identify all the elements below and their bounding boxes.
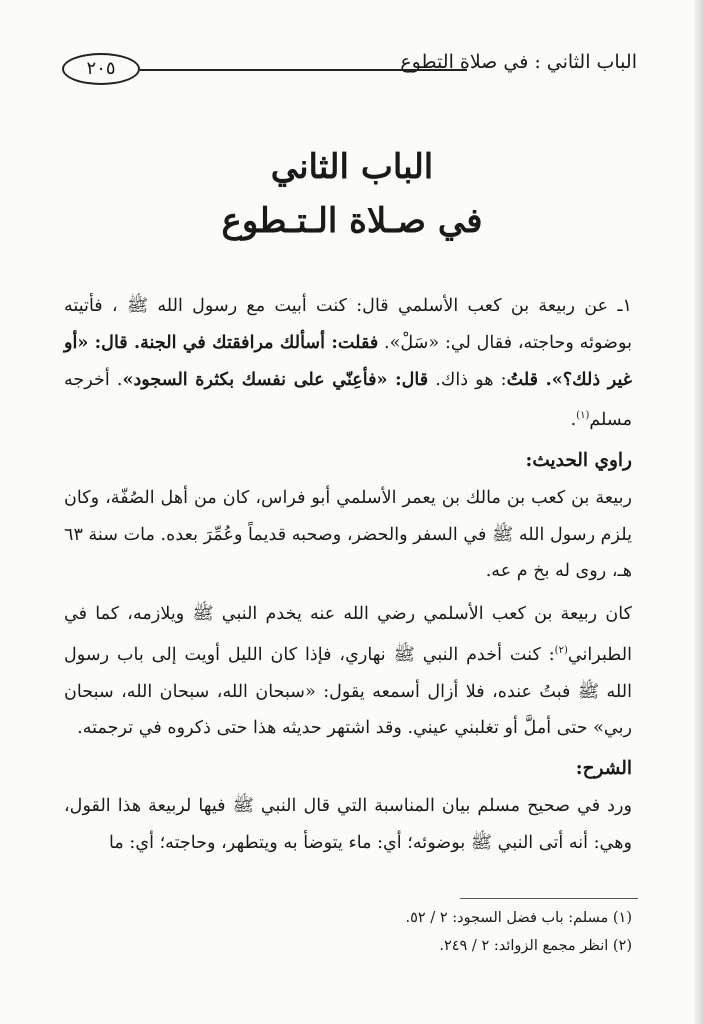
chapter-title: الباب الثاني <box>270 147 434 187</box>
footnote-ref-1: (١) <box>576 410 590 422</box>
sharh-heading: الشرح: <box>575 758 632 780</box>
running-title: الباب الثاني : في صلاة التطوع <box>400 51 637 73</box>
sharh-paragraph: ورد في صحيح مسلم بيان المناسبة التي قال النبي ﷺ فيها لربيعة هذا القول، وهي: أنه أتى النبي ﷺ بوضوئه؛ أي: ماء يتوضأ به ويتطهر، وحاجته؛ أي: ما <box>64 796 632 853</box>
page-number: ٢٠٥ <box>62 53 140 85</box>
footnote-1: (١) مسلم: باب فضل السجود: ٢ / ٥٢. <box>405 910 632 926</box>
hadith-period: . <box>570 410 577 431</box>
hadith-bold-1: فقلت: أسألك مرافقتك في الجنة. قال: «أو غير ذلك؟». قلتُ <box>64 331 633 390</box>
hadith-text-3: . أخرجه مسلم <box>64 369 632 431</box>
narrator-text-a: كان ربيعة بن كعب الأسلمي رضي الله عنه يخدم النبي ﷺ ويلازمه، كما في الطبراني <box>64 604 632 665</box>
narrator-heading: راوي الحديث: <box>525 450 632 472</box>
hadith-text-2: : هو ذاك. <box>428 369 507 390</box>
narrator-paragraph-2 <box>64 596 632 747</box>
hadith-text-1: ١ـ عن ربيعة بن كعب الأسلمي قال: كنت أبيت مع رسول الله ﷺ ، فأتيته بوضوئه وحاجته، فقال لي: «سَلْ». <box>64 296 632 353</box>
running-header <box>62 47 637 87</box>
chapter-subtitle: في صـلاة الـتـطوع <box>221 201 483 241</box>
narrator-text-b: : كنت أخدم النبي ﷺ نهاري، فإذا كان الليل أويت إلى باب رسول الله ﷺ فبتُ عنده، فلا أزال أسمعه يقول: «سبحان الله، سبحان الله، سبحان ربي» حتى أملَّ أو تغلبني عيني. وقد اشتهر حديثه هذا حتى ذكروه في ترجمته. <box>64 644 632 739</box>
hadith-bold-2: قال: «فأعِنّي على نفسك بكثرة السجود» <box>122 368 429 390</box>
footnote-2: (٢) انظر مجمع الزوائد: ٢ / ٢٤٩. <box>439 938 632 954</box>
narrator-paragraph-1: ربيعة بن كعب بن مالك بن يعمر الأسلمي أبو فراس، كان من أهل الصُفّة، وكان يلزم رسول الله ﷺ في السفر والحضر، وصحبه قديماً وعُمِّرَ بعده. مات سنة ٦٣ هـ، روى له بخ م عه. <box>64 487 632 582</box>
main-text <box>64 288 632 862</box>
hadith-paragraph <box>64 288 632 439</box>
footnote-ref-2: (٢) <box>554 645 568 657</box>
header-rule <box>140 69 467 71</box>
footnote-separator <box>460 898 638 899</box>
